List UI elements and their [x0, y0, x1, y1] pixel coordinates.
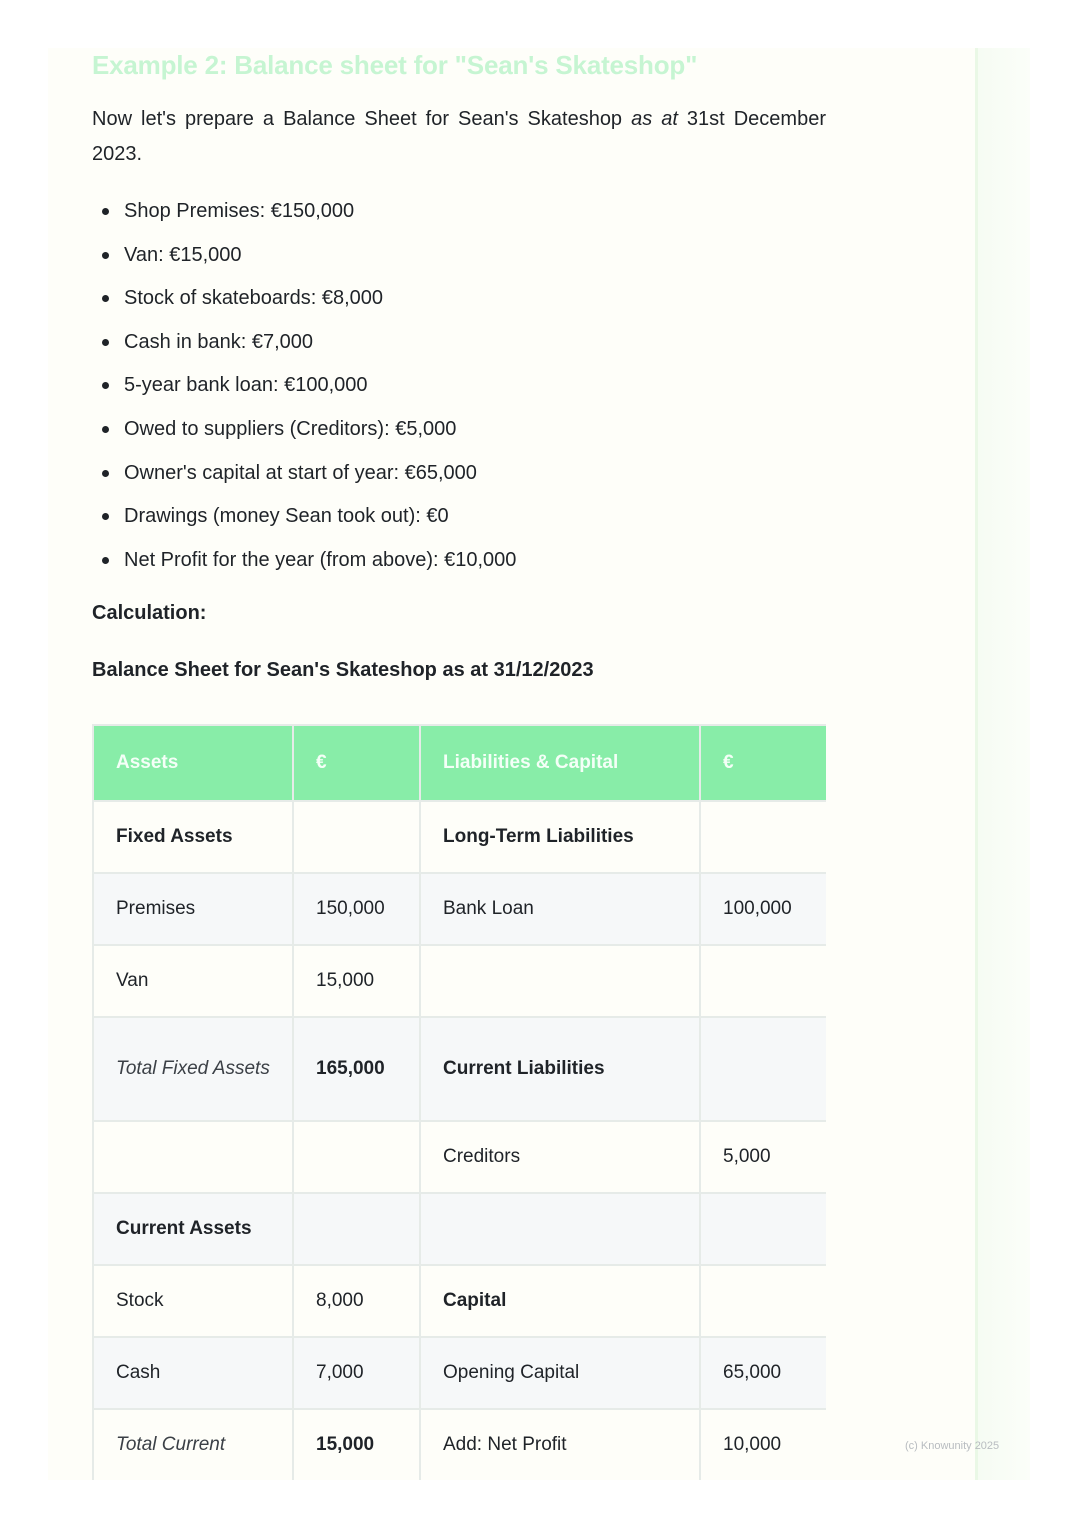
- table-cell: 15,000: [293, 945, 420, 1017]
- table-cell: 165,000: [293, 1017, 420, 1121]
- table-cell: [293, 1193, 420, 1265]
- table-cell: Long-Term Liabilities: [420, 801, 700, 873]
- header-liabilities-capital: Liabilities & Capital: [420, 725, 700, 801]
- balance-sheet-table: [92, 724, 826, 1480]
- table-cell: Bank Loan: [420, 873, 700, 945]
- balance-sheet-table-container: [92, 724, 826, 1480]
- list-item: Stock of skateboards: €8,000: [92, 281, 516, 325]
- header-liabilities-amount: €: [700, 725, 826, 801]
- list-item: Shop Premises: €150,000: [92, 194, 516, 238]
- table-row: [93, 1409, 826, 1480]
- table-cell: [293, 801, 420, 873]
- table-cell: Cash: [93, 1337, 293, 1409]
- table-cell: 150,000: [293, 873, 420, 945]
- table-cell: Opening Capital: [420, 1337, 700, 1409]
- table-cell: Creditors: [420, 1121, 700, 1193]
- intro-emphasis: as at: [631, 108, 678, 130]
- table-row: [93, 801, 826, 873]
- table-row: [93, 1337, 826, 1409]
- table-row: [93, 1121, 826, 1193]
- table-cell: Stock: [93, 1265, 293, 1337]
- balance-sheet-title: Balance Sheet for Sean's Skateshop as at 31/12/2023: [92, 659, 594, 681]
- table-row: [93, 945, 826, 1017]
- table-header-row: [93, 725, 826, 801]
- list-item: Van: €15,000: [92, 238, 516, 282]
- table-cell: 8,000: [293, 1265, 420, 1337]
- table-cell: Add: Net Profit: [420, 1409, 700, 1480]
- table-cell: 65,000: [700, 1337, 826, 1409]
- intro-text-before: Now let's prepare a Balance Sheet for Sean's Skateshop: [92, 108, 632, 130]
- header-assets-amount: €: [293, 725, 420, 801]
- table-cell: 100,000: [700, 873, 826, 945]
- table-row: [93, 1017, 826, 1121]
- table-cell: Current Assets: [93, 1193, 293, 1265]
- copyright-notice: (c) Knowunity 2025: [905, 1440, 1000, 1452]
- table-cell: [420, 1193, 700, 1265]
- intro-text-after: 31st December 2023.: [92, 108, 826, 165]
- table-row: [93, 873, 826, 945]
- table-cell: [700, 1265, 826, 1337]
- table-cell: Current Liabilities: [420, 1017, 700, 1121]
- table-cell: Capital: [420, 1265, 700, 1337]
- header-assets: Assets: [93, 725, 293, 801]
- page-title: Example 2: Balance sheet for "Sean's Skateshop": [92, 50, 698, 80]
- page-edge-strip: [975, 48, 1030, 1480]
- list-item: 5-year bank loan: €100,000: [92, 368, 516, 412]
- table-cell: 10,000: [700, 1409, 826, 1480]
- table-cell: [293, 1121, 420, 1193]
- table-cell: 7,000: [293, 1337, 420, 1409]
- given-figures-list: [92, 194, 516, 586]
- list-item: Cash in bank: €7,000: [92, 325, 516, 369]
- table-cell: 15,000: [293, 1409, 420, 1480]
- table-cell: [700, 801, 826, 873]
- table-cell: Fixed Assets: [93, 801, 293, 873]
- table-cell: [700, 1193, 826, 1265]
- table-cell: Total Current: [93, 1409, 293, 1480]
- table-cell: Van: [93, 945, 293, 1017]
- table-cell: Total Fixed Assets: [93, 1017, 293, 1121]
- list-item: Net Profit for the year (from above): €10,000: [92, 543, 516, 587]
- intro-paragraph: [92, 102, 826, 172]
- table-cell: [93, 1121, 293, 1193]
- list-item: Drawings (money Sean took out): €0: [92, 499, 516, 543]
- calculation-label: Calculation:: [92, 602, 207, 624]
- table-cell: 5,000: [700, 1121, 826, 1193]
- table-row: [93, 1265, 826, 1337]
- table-cell: [700, 1017, 826, 1121]
- table-cell: Premises: [93, 873, 293, 945]
- list-item: Owner's capital at start of year: €65,000: [92, 456, 516, 500]
- table-cell: [420, 945, 700, 1017]
- list-item: Owed to suppliers (Creditors): €5,000: [92, 412, 516, 456]
- table-row: [93, 1193, 826, 1265]
- table-cell: [700, 945, 826, 1017]
